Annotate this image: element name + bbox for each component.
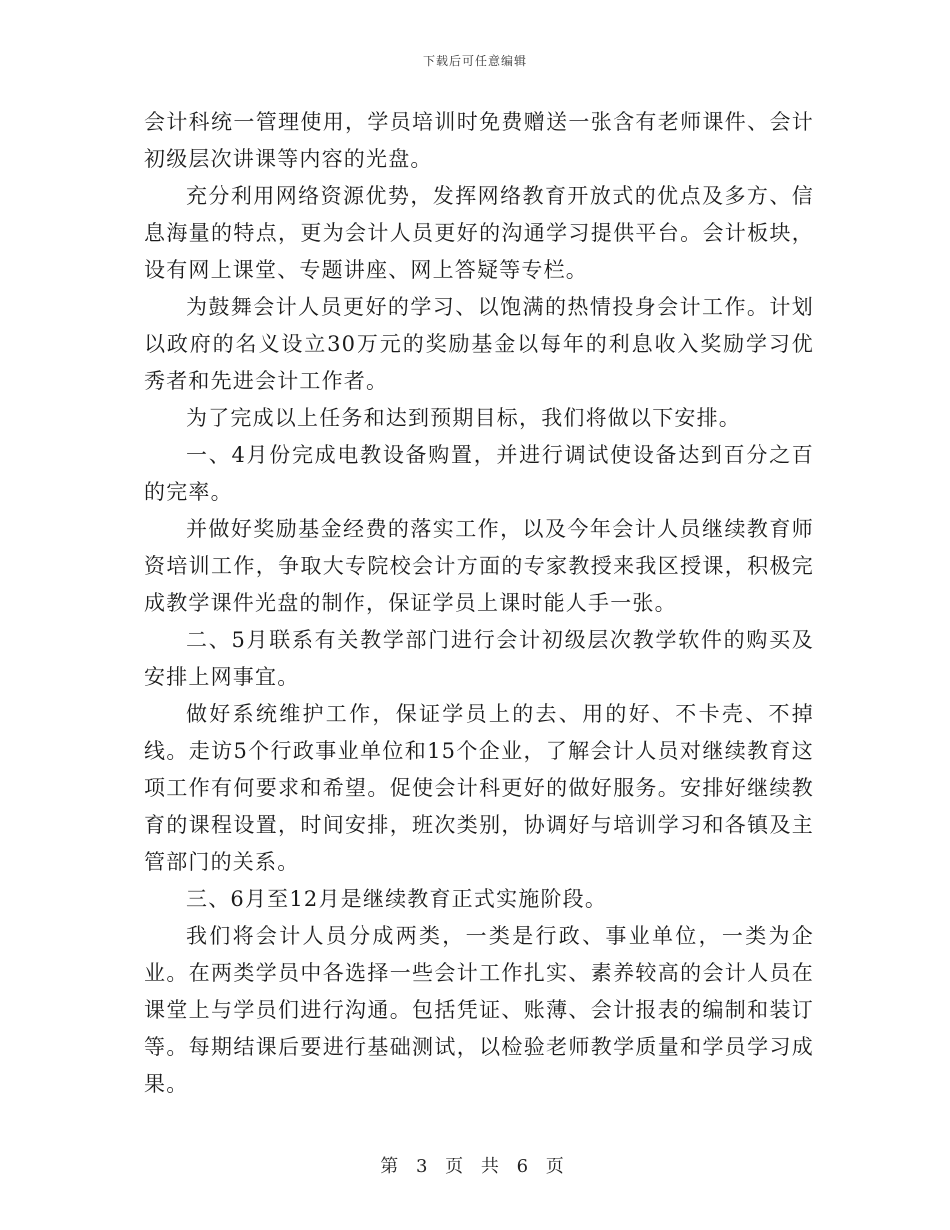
paragraph-8: 做好系统维护工作，保证学员上的去、用的好、不卡壳、不掉线。走访5个行政事业单位和15个企业，了解会计人员对继续教育这项工作有何要求和希望。促使会计科更好的做好服务。安排好继续教育的课程设置，时间安排，班次类别，协调好与培训学习和各镇及主管部门的关系。	[144, 702, 814, 874]
page-number: 第 3 页 共 6 页	[380, 1156, 570, 1177]
paragraph-1: 会计科统一管理使用，学员培训时免费赠送一张含有老师课件、会计初级层次讲课等内容的光盘。	[144, 110, 814, 171]
paragraph-2: 充分利用网络资源优势，发挥网络教育开放式的优点及多方、信息海量的特点，更为会计人员更好的沟通学习提供平台。会计板块，设有网上课堂、专题讲座、网上答疑等专栏。	[144, 184, 814, 282]
document-body	[144, 104, 814, 1103]
paragraph-7: 二、5月联系有关教学部门进行会计初级层次教学软件的购买及安排上网事宜。	[144, 628, 814, 689]
paragraph-6: 并做好奖励基金经费的落实工作，以及今年会计人员继续教育师资培训工作，争取大专院校会计方面的专家教授来我区授课，积极完成教学课件光盘的制作，保证学员上课时能人手一张。	[144, 517, 814, 615]
paragraph-5: 一、4月份完成电教设备购置，并进行调试使设备达到百分之百的完率。	[144, 443, 814, 504]
paragraph-3: 为鼓舞会计人员更好的学习、以饱满的热情投身会计工作。计划以政府的名义设立30万元的奖励基金以每年的利息收入奖励学习优秀者和先进会计工作者。	[144, 295, 814, 393]
header-note: 下载后可任意编辑	[422, 54, 527, 68]
paragraph-9: 三、6月至12月是继续教育正式实施阶段。	[186, 887, 608, 911]
paragraph-4: 为了完成以上任务和达到预期目标，我们将做以下安排。	[186, 406, 741, 430]
paragraph-10: 我们将会计人员分成两类，一类是行政、事业单位，一类为企业。在两类学员中各选择一些会计工作扎实、素养较高的会计人员在课堂上与学员们进行沟通。包括凭证、账薄、会计报表的编制和装订等。每期结课后要进行基础测试，以检验老师教学质量和学员学习成果。	[144, 924, 814, 1096]
